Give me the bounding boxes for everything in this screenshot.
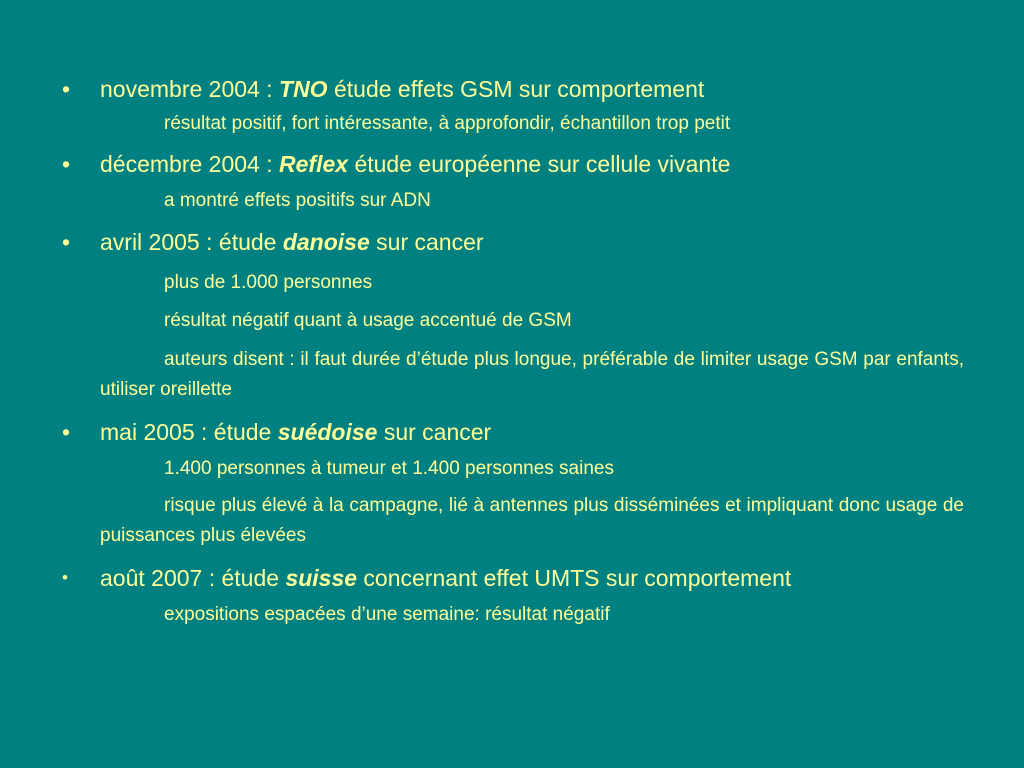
bullet-heading-suffix: sur cancer [377,419,492,445]
bullet-heading-prefix: mai 2005 : étude [100,419,278,445]
bullet-detail: plus de 1.000 personnes [164,272,373,293]
bullet-detail-paragraph: auteurs disent : il faut durée d’étude plus longue, préférable de limiter usage GSM par enfants, utiliser oreillette [100,349,964,400]
bullet-heading-prefix: novembre 2004 : [100,76,280,102]
bullet-detail-paragraph: risque plus élevé à la campagne, lié à antennes plus disséminées et impliquant donc usage de puissances plus élevées [100,495,964,546]
bullet-dot: • [62,229,71,255]
bullet-detail: 1.400 personnes à tumeur et 1.400 personnes saines [164,458,614,479]
bullet-heading-suedoise [100,418,491,446]
bullet-heading-emphasis: danoise [282,229,370,255]
bullet-dot: • [62,568,68,587]
bullet-heading-tno [100,75,704,103]
bullet-heading-prefix: avril 2005 : étude [100,229,283,255]
bullet-heading-reflex [100,150,730,178]
bullet-dot: • [62,419,71,445]
bullet-detail: résultat négatif quant à usage accentué de GSM [164,310,572,331]
bullet-heading-emphasis: suisse [285,565,358,591]
bullet-dot: • [62,151,71,177]
bullet-heading-suffix: étude européenne sur cellule vivante [348,151,731,177]
bullet-dot: • [62,76,71,102]
bullet-heading-suffix: étude effets GSM sur comportement [327,76,705,102]
bullet-heading-suffix: concernant effet UMTS sur comportement [357,565,792,591]
bullet-heading-emphasis: TNO [279,76,328,102]
bullet-heading-prefix: août 2007 : étude [100,565,286,591]
bullet-heading-prefix: décembre 2004 : [100,151,280,177]
bullet-detail: résultat positif, fort intéressante, à approfondir, échantillon trop petit [164,113,731,134]
bullet-heading-danoise [100,228,484,256]
bullet-detail: expositions espacées d’une semaine: résultat négatif [164,604,610,625]
bullet-detail: a montré effets positifs sur ADN [164,190,431,211]
bullet-heading-suffix: sur cancer [369,229,484,255]
bullet-heading-suisse [100,564,791,592]
bullet-heading-emphasis: suédoise [277,419,378,445]
bullet-heading-emphasis: Reflex [279,151,349,177]
